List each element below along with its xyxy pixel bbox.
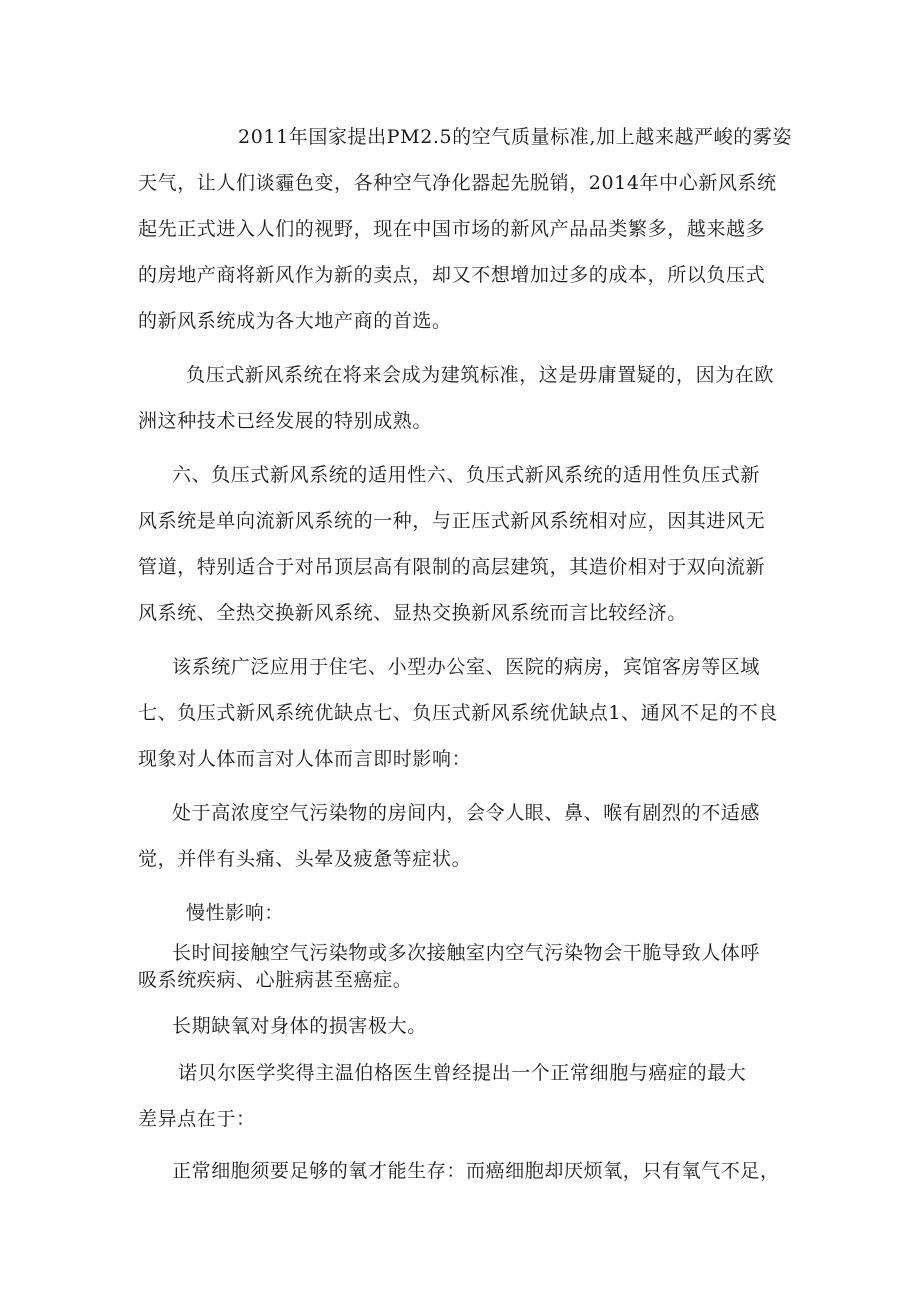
text-line: 的新风系统成为各大地产商的首选。: [138, 310, 452, 332]
text-line: 长时间接触空气污染物或多次接触室内空气污染物会干脆导致人体呼: [172, 942, 761, 964]
text-line: 差异点在于：: [138, 1108, 256, 1130]
text-line: 该系统广泛应用于住宅、小型办公室、医院的病房，宾馆客房等区域: [172, 656, 761, 678]
text-line: 现象对人体而言对人体而言即时影响：: [138, 748, 472, 770]
text-line: 风系统是单向流新风系统的一种，与正压式新风系统相对应，因其进风无: [138, 510, 766, 532]
text-line: 吸系统疾病、心脏病甚至癌症。: [138, 969, 413, 991]
text-line: 风系统、全热交换新风系统、显热交换新风系统而言比较经济。: [138, 602, 687, 624]
text-line: 正常细胞须要足够的氧才能生存：而癌细胞却厌烦氧，只有氧气不足，: [172, 1160, 780, 1182]
text-line: 诺贝尔医学奖得主温伯格医生曾经提出一个正常细胞与癌症的最大: [178, 1062, 747, 1084]
text-line: 天气，让人们谈霾色变，各种空气净化器起先脱销，2014年中心新风系统: [138, 172, 777, 194]
text-line: 慢性影响：: [186, 902, 285, 924]
text-line: 起先正式进入人们的视野，现在中国市场的新风产品品类繁多，越来越多: [138, 218, 766, 240]
text-line: 七、负压式新风系统优缺点七、负压式新风系统优缺点1、通风不足的不良: [138, 702, 778, 724]
text-line: 觉，并伴有头痛、头晕及疲惫等症状。: [138, 848, 472, 870]
text-line: 2011年国家提出PM2.5的空气质量标准,加上越来越严峻的雾姿: [238, 126, 793, 148]
text-line: 长期缺氧对身体的损害极大。: [172, 1015, 427, 1037]
text-line: 洲这种技术已经发展的特别成熟。: [138, 410, 433, 432]
text-line: 处于高浓度空气污染物的房间内，会令人眼、鼻、喉有剧烈的不适感: [172, 802, 761, 824]
text-line: 六、负压式新风系统的适用性六、负压式新风系统的适用性负压式新: [172, 464, 761, 486]
text-line: 管道，特别适合于对吊顶层高有限制的高层建筑，其造价相对于双向流新: [138, 556, 766, 578]
text-line: 的房地产商将新风作为新的卖点，却又不想增加过多的成本，所以负压式: [138, 264, 766, 286]
text-line: 负压式新风系统在将来会成为建筑标准，这是毋庸置疑的，因为在欧: [186, 364, 775, 386]
